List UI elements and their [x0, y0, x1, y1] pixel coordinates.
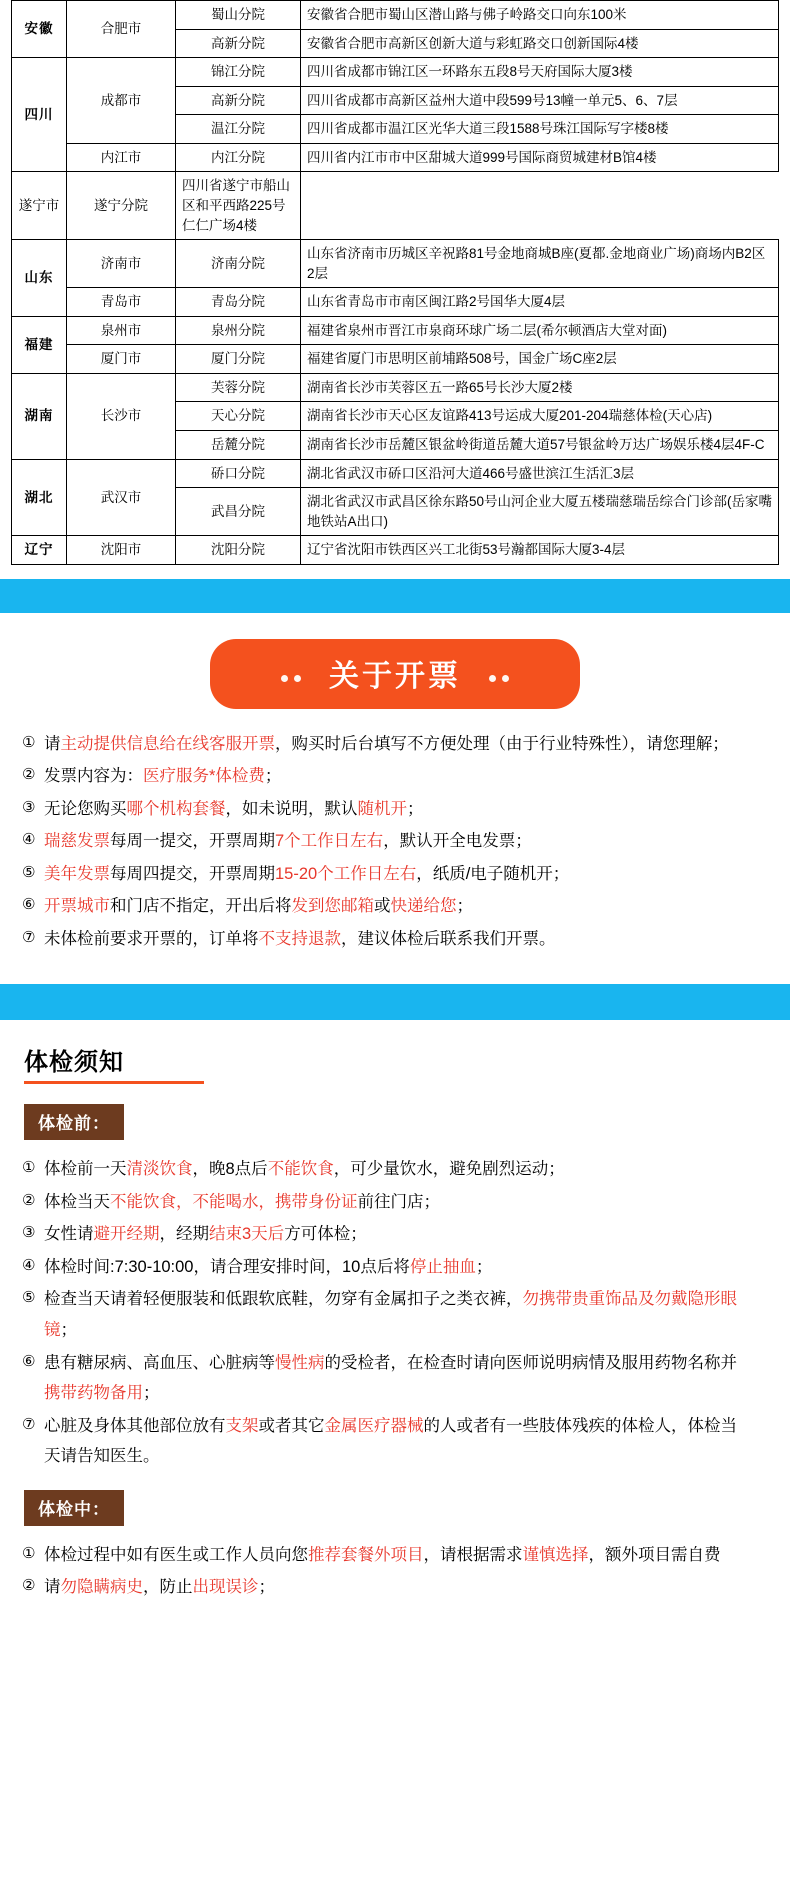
plain-text: 或: [374, 897, 391, 916]
list-item-text: [44, 891, 764, 922]
list-item: [22, 924, 764, 955]
invoice-banner-title: 关于开票: [329, 659, 461, 693]
highlight-text: 15-20个工作日左右: [275, 864, 417, 883]
notice-section: [0, 1020, 790, 1620]
address-cell: 湖北省武汉市武昌区徐东路50号山河企业大厦五楼瑞慈瑞岳综合门诊部(岳家嘴地铁站A出口): [301, 488, 779, 536]
branch-cell: 芙蓉分院: [176, 373, 301, 402]
highlight-text: 勿携带贵重饰品及勿戴隐形眼镜: [44, 1290, 737, 1339]
blue-divider-band-1: [0, 579, 790, 613]
table-row: [12, 316, 779, 345]
branch-cell: 锦江分院: [176, 58, 301, 87]
list-item-number: ①: [22, 733, 36, 751]
list-item-number: ⑥: [22, 1352, 36, 1370]
highlight-text: 发到您邮箱: [291, 897, 374, 916]
plain-text: 方可体检；: [284, 1225, 367, 1244]
list-item-text: [44, 1348, 742, 1409]
plain-text: 和门店不指定，开出后将: [110, 897, 292, 916]
city-cell: 泉州市: [67, 316, 176, 345]
notice-title: 体检须知: [24, 1049, 124, 1077]
list-item-number: ④: [22, 831, 36, 849]
branch-cell: 济南分院: [176, 240, 301, 288]
plain-text: ，可少量饮水，避免剧烈运动；: [333, 1160, 565, 1179]
highlight-text: 谨慎选择: [522, 1545, 589, 1564]
notice-before-label: 体检前：: [24, 1104, 124, 1140]
city-cell: 长沙市: [67, 373, 176, 459]
highlight-text: 推荐套餐外项目: [308, 1545, 424, 1564]
list-item-text: [44, 826, 764, 857]
list-item: [22, 1540, 742, 1571]
plain-text: 发票内容为：: [44, 767, 143, 786]
province-cell: 湖南: [12, 373, 67, 459]
highlight-text: 快递给您: [390, 897, 457, 916]
plain-text: ；: [143, 1384, 160, 1403]
list-item: [22, 761, 764, 792]
invoice-list: [0, 715, 790, 967]
plain-text: 体检当天: [44, 1192, 110, 1211]
plain-text: 女性请: [44, 1225, 94, 1244]
address-cell: 湖南省长沙市天心区友谊路413号运成大厦201-204瑞慈体检(天心店): [301, 402, 779, 431]
city-cell: 内江市: [67, 143, 176, 172]
table-row: [12, 1, 779, 30]
city-cell: 厦门市: [67, 345, 176, 374]
branch-cell: 高新分院: [176, 29, 301, 58]
highlight-text: 哪个机构套餐: [126, 799, 226, 818]
plain-text: ，默认开全电发票；: [383, 832, 532, 851]
address-cell: 湖北省武汉市硚口区沿河大道466号盛世滨江生活汇3层: [301, 459, 779, 488]
plain-text: ，额外项目需自费: [588, 1545, 721, 1564]
list-item-text: [44, 1219, 742, 1250]
invoice-banner: [210, 639, 581, 709]
list-item-text: [44, 1187, 742, 1218]
table-row: [12, 143, 779, 172]
plain-text: ；: [60, 1321, 77, 1339]
highlight-text: 不能饮食: [267, 1160, 334, 1179]
list-item: [22, 1348, 742, 1409]
banner-dots-left-icon: [278, 656, 304, 690]
address-cell: 四川省成都市高新区益州大道中段599号13幢一单元5、6、7层: [301, 86, 779, 115]
plain-text: ；: [407, 799, 424, 818]
branch-cell: 遂宁分院: [67, 172, 176, 240]
plain-text: 前往门店；: [357, 1192, 440, 1211]
highlight-text: 结束3天后: [209, 1225, 285, 1244]
table-row: [12, 345, 779, 374]
plain-text: ，防止: [143, 1578, 193, 1597]
branch-cell: 沈阳分院: [176, 536, 301, 565]
plain-text: 或者其它: [258, 1416, 325, 1435]
plain-text: ，经期: [159, 1225, 209, 1244]
list-item-number: ②: [22, 1191, 36, 1209]
list-item-text: [44, 794, 764, 825]
plain-text: 未体检前要求开票的，订单将: [44, 929, 259, 948]
branch-cell: 厦门分院: [176, 345, 301, 374]
address-cell: 安徽省合肥市蜀山区潜山路与佛子岭路交口向东100米: [301, 1, 779, 30]
highlight-text: 开票城市: [44, 897, 110, 916]
table-row: [12, 58, 779, 87]
city-cell: 青岛市: [67, 288, 176, 317]
plain-text: ；: [258, 1578, 275, 1597]
table-row: [12, 536, 779, 565]
plain-text: ，纸质/电子随机开；: [416, 864, 570, 883]
list-item-number: ②: [22, 766, 36, 784]
highlight-text: 瑞慈发票: [44, 832, 110, 851]
address-cell: 四川省内江市市中区甜城大道999号国际商贸城建材B馆4楼: [301, 143, 779, 172]
plain-text: 心脏及身体其他部位放有: [44, 1416, 226, 1435]
list-item: [22, 1219, 742, 1250]
branch-cell: 蜀山分院: [176, 1, 301, 30]
province-cell: 四川: [12, 58, 67, 172]
highlight-text: 美年发票: [44, 864, 110, 883]
branch-cell: 泉州分院: [176, 316, 301, 345]
plain-text: 体检过程中如有医生或工作人员向您: [44, 1545, 308, 1564]
highlight-text: 避开经期: [93, 1225, 160, 1244]
list-item-text: [44, 1411, 742, 1472]
list-item: [22, 729, 764, 760]
list-item-text: [44, 729, 764, 760]
plain-text: 每周一提交，开票周期: [110, 832, 275, 851]
highlight-text: 停止抽血: [409, 1257, 476, 1276]
province-cell: 山东: [12, 240, 67, 317]
notice-before-list: [22, 1148, 768, 1483]
list-item: [22, 1411, 742, 1472]
list-item-text: [44, 924, 764, 955]
plain-text: 患有糖尿病、高血压、心脏病等: [44, 1353, 275, 1372]
list-item: [22, 1252, 742, 1283]
banner-dots-right-icon: [486, 656, 512, 690]
plain-text: ，请根据需求: [423, 1545, 523, 1564]
plain-text: ，购买时后台填写不方便处理（由于行业特殊性），请您理解；: [275, 734, 729, 753]
branch-table-body: [12, 1, 779, 565]
city-cell: 遂宁市: [12, 172, 67, 240]
list-item: [22, 1284, 742, 1345]
branch-cell: 青岛分院: [176, 288, 301, 317]
branch-cell: 内江分院: [176, 143, 301, 172]
highlight-text: 不支持退款: [258, 929, 341, 948]
plain-text: ，晚8点后: [192, 1160, 268, 1179]
list-item-number: ①: [22, 1544, 36, 1562]
table-row: [12, 459, 779, 488]
highlight-text: 勿隐瞒病史: [60, 1578, 143, 1597]
highlight-text: 慢性病: [275, 1353, 325, 1372]
address-cell: 湖南省长沙市岳麓区银盆岭街道岳麓大道57号银盆岭万达广场娱乐楼4层4F-C: [301, 431, 779, 460]
list-item: [22, 1572, 742, 1603]
list-item-text: [44, 1154, 742, 1185]
plain-text: ，建议体检后联系我们开票。: [341, 929, 556, 948]
highlight-text: 随机开: [357, 799, 407, 818]
list-item: [22, 826, 764, 857]
list-item-number: ⑦: [22, 928, 36, 946]
address-cell: 山东省青岛市市南区闽江路2号国华大厦4层: [301, 288, 779, 317]
highlight-text: 出现误诊: [192, 1578, 259, 1597]
list-item-number: ③: [22, 798, 36, 816]
list-item-number: ⑤: [22, 1289, 36, 1307]
table-row: [12, 288, 779, 317]
city-cell: 合肥市: [67, 1, 176, 58]
list-item: [22, 891, 764, 922]
plain-text: 的受检者，在检查时请向医师说明病情及服用药物名称并: [324, 1353, 737, 1372]
highlight-text: 主动提供信息给在线客服开票: [60, 734, 275, 753]
table-row: [12, 373, 779, 402]
province-cell: 辽宁: [12, 536, 67, 565]
plain-text: 体检时间:7:30-10:00，请合理安排时间，10点后将: [44, 1257, 410, 1276]
branch-cell: 天心分院: [176, 402, 301, 431]
city-cell: 武汉市: [67, 459, 176, 536]
plain-text: ；: [475, 1257, 493, 1276]
list-item-text: [44, 761, 764, 792]
province-cell: 湖北: [12, 459, 67, 536]
list-item-number: ⑦: [22, 1415, 36, 1433]
list-item-text: [44, 1540, 742, 1571]
plain-text: 检查当天请着轻便服装和低跟软底鞋，勿穿有金属扣子之类衣裤，: [44, 1290, 523, 1309]
list-item-text: [44, 1252, 742, 1283]
list-item: [22, 1154, 742, 1185]
address-cell: 辽宁省沈阳市铁西区兴工北街53号瀚都国际大厦3-4层: [301, 536, 779, 565]
address-cell: 四川省成都市锦江区一环路东五段8号天府国际大厦3楼: [301, 58, 779, 87]
list-item-text: [44, 859, 764, 890]
list-item-number: ②: [22, 1577, 36, 1595]
plain-text: 请: [44, 1578, 61, 1597]
invoice-banner-wrap: [0, 613, 790, 715]
plain-text: 体检前一天: [44, 1160, 127, 1179]
address-cell: 山东省济南市历城区辛祝路81号金地商城B座(夏都.金地商业广场)商场内B2区2层: [301, 240, 779, 288]
blue-divider-band-2: [0, 984, 790, 1020]
plain-text: ；: [264, 767, 282, 786]
address-cell: 湖南省长沙市芙蓉区五一路65号长沙大厦2楼: [301, 373, 779, 402]
list-item-number: ⑤: [22, 863, 36, 881]
list-item-number: ①: [22, 1159, 36, 1177]
table-row: [12, 240, 779, 288]
list-item-number: ⑥: [22, 896, 36, 914]
notice-during-list: [22, 1534, 768, 1615]
list-item-text: [44, 1572, 742, 1603]
notice-during-label: 体检中：: [24, 1490, 124, 1526]
list-item: [22, 1187, 742, 1218]
table-row: [12, 172, 779, 240]
address-cell: 四川省成都市温江区光华大道三段1588号珠江国际写字楼8楼: [301, 115, 779, 144]
list-item: [22, 859, 764, 890]
list-item-text: [44, 1284, 742, 1345]
list-item-number: ④: [22, 1256, 36, 1274]
city-cell: 成都市: [67, 58, 176, 144]
highlight-text: 清淡饮食: [126, 1160, 193, 1179]
list-item: [22, 794, 764, 825]
highlight-text: 携带药物备用: [44, 1384, 143, 1403]
plain-text: 请: [44, 734, 61, 753]
branch-cell: 高新分院: [176, 86, 301, 115]
branch-cell: 温江分院: [176, 115, 301, 144]
highlight-text: 医疗服务*体检费: [143, 767, 265, 786]
plain-text: 的人或者有一些肢体残疾的体检人，体检当天请告知医生。: [44, 1416, 737, 1466]
branch-cell: 岳麓分院: [176, 431, 301, 460]
city-cell: 沈阳市: [67, 536, 176, 565]
highlight-text: 不能饮食，不能喝水，携带身份证: [110, 1192, 358, 1211]
city-cell: 济南市: [67, 240, 176, 288]
address-cell: 安徽省合肥市高新区创新大道与彩虹路交口创新国际4楼: [301, 29, 779, 58]
branch-cell: 硚口分院: [176, 459, 301, 488]
branch-cell: 武昌分院: [176, 488, 301, 536]
highlight-text: 7个工作日左右: [275, 832, 384, 851]
province-cell: 福建: [12, 316, 67, 373]
province-cell: 安徽: [12, 1, 67, 58]
address-cell: 四川省遂宁市船山区和平西路225号仁仁广场4楼: [176, 172, 301, 240]
spacer-1: [0, 565, 790, 579]
address-cell: 福建省厦门市思明区前埔路508号，国金广场C座2层: [301, 345, 779, 374]
highlight-text: 支架: [225, 1416, 259, 1435]
notice-title-underline: [24, 1081, 204, 1084]
branch-address-table: [11, 0, 779, 565]
plain-text: 无论您购买: [44, 799, 127, 818]
address-cell: 福建省泉州市晋江市泉商环球广场二层(希尔顿酒店大堂对面): [301, 316, 779, 345]
highlight-text: 金属医疗器械: [324, 1416, 424, 1435]
plain-text: ，如未说明，默认: [225, 799, 358, 818]
plain-text: 每周四提交，开票周期: [110, 864, 275, 883]
plain-text: ；: [456, 897, 473, 916]
list-item-number: ③: [22, 1224, 36, 1242]
